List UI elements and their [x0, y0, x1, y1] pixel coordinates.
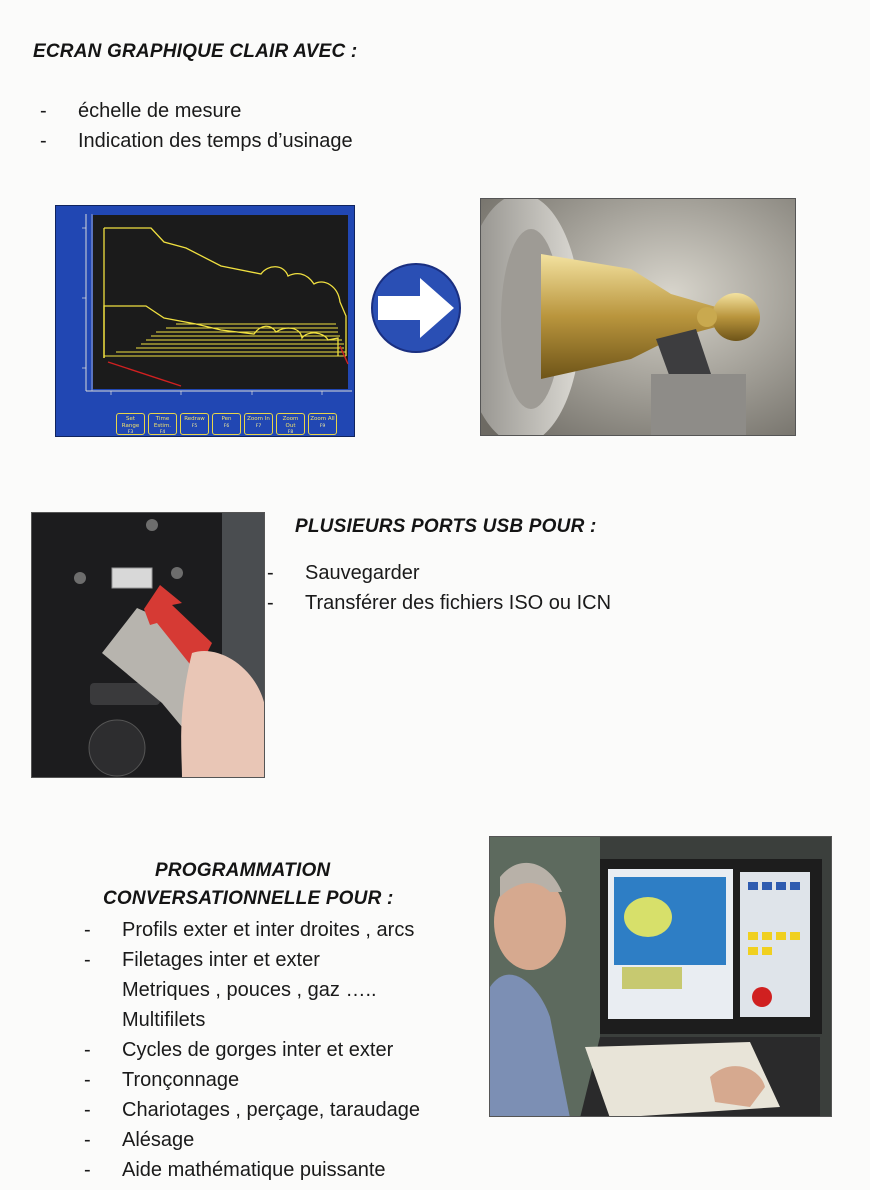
section3-heading-line2: CONVERSATIONNELLE POUR : [103, 888, 394, 909]
list-item: - Chariotages , perçage, taraudage [82, 1095, 420, 1125]
toolpath-plot [56, 206, 356, 438]
redraw-key[interactable]: Redraw F5 [180, 413, 209, 435]
list-item: - Transférer des fichiers ISO ou ICN [265, 588, 611, 618]
cnc-graphic-screen [55, 205, 355, 437]
list-item: - Alésage [82, 1125, 420, 1155]
list-item: - Cycles de gorges inter et exter [82, 1035, 420, 1065]
list-item: - Tronçonnage [82, 1065, 420, 1095]
list-item: - Sauvegarder [265, 558, 611, 588]
set-range-key[interactable]: Set Range F3 [116, 413, 145, 435]
list-item: - Aide mathématique puissante [82, 1155, 420, 1185]
list-item: - échelle de mesure [38, 96, 353, 126]
section3-list [82, 915, 420, 1185]
section1-list [38, 96, 353, 156]
function-key-bar [116, 413, 337, 435]
usb-port-photo [31, 512, 265, 778]
list-item-continuation: Multifilets [122, 1009, 206, 1031]
section2-list [265, 558, 611, 618]
cnc-operator-photo [489, 836, 832, 1117]
section1-heading: ECRAN GRAPHIQUE CLAIR AVEC : [33, 41, 358, 62]
section2-heading: PLUSIEURS PORTS USB POUR : [295, 516, 597, 537]
zoom-out-key[interactable]: Zoom Out F8 [276, 413, 305, 435]
list-item: - Profils exter et inter droites , arcs [82, 915, 420, 945]
time-estim-key[interactable]: Time Estim. F4 [148, 413, 177, 435]
pen-key[interactable]: Pen F6 [212, 413, 241, 435]
section3-heading-line1: PROGRAMMATION [155, 860, 331, 881]
zoom-in-key[interactable]: Zoom In F7 [244, 413, 273, 435]
list-item-continuation: Metriques , pouces , gaz ….. [122, 979, 377, 1001]
list-item: - Filetages inter et exter [82, 945, 420, 975]
right-arrow-icon [370, 262, 462, 354]
list-item: - Indication des temps d’usinage [38, 126, 353, 156]
lathe-part-photo [480, 198, 796, 436]
zoom-all-key[interactable]: Zoom All F9 [308, 413, 337, 435]
